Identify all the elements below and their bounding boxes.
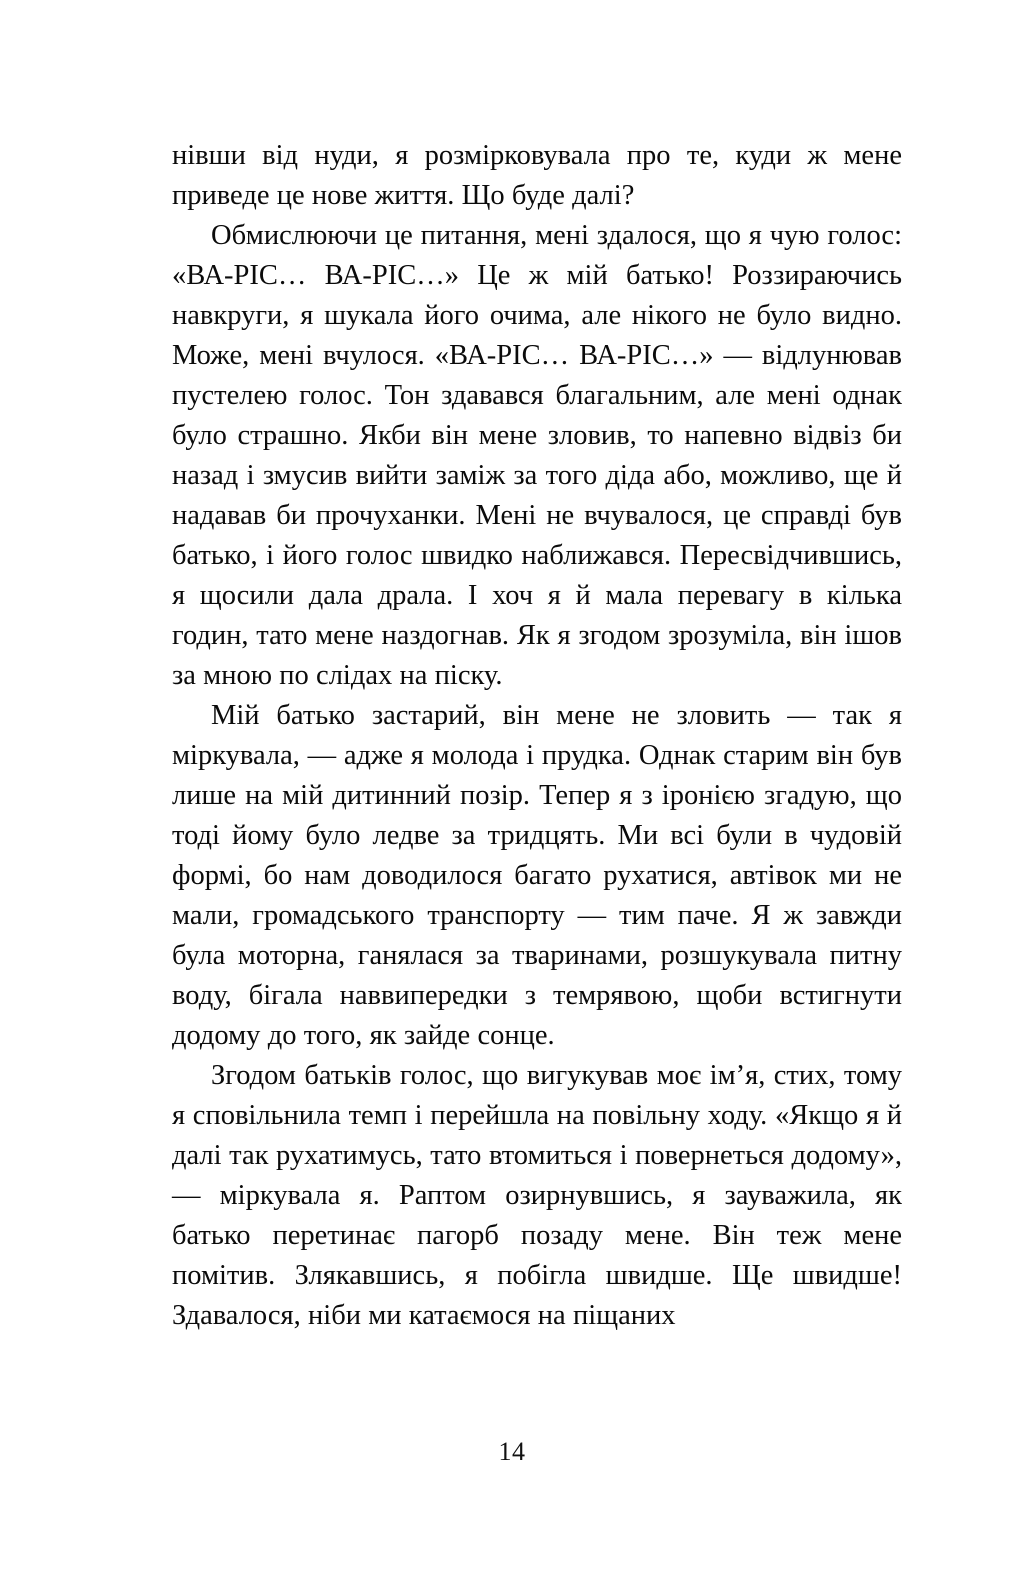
paragraph-2: Обмислюючи це питання, мені здалося, що я чую голос: «ВА-РІС… ВА-РІС…» Це ж мій батько! Роззираючись навкруги, я шукала його очима, але нікого не було видно. Може, мені вчулося. «ВА-РІС… ВА-РІС…» — відлунював пустелею голос. Тон здавався благальним, але мені однак було страшно. Якби він мене зловив, то напевно відвіз би назад і змусив вийти заміж за того діда або, можливо, ще й надавав би прочуханки. Мені не вчувалося, це справді був батько, і його голос швидко наближався. Пересвідчившись, я щосили дала драла. І хоч я й мала перевагу в кілька годин, тато мене наздогнав. Як я згодом зрозуміла, він ішов за мною по слідах на піску. (172, 220, 902, 691)
page-number: 14 (498, 1437, 526, 1466)
paragraph-3: Мій батько застарий, він мене не зловить — так я міркувала, — адже я молода і прудка. Однак старим він був лише на мій дитинний позір. Тепер я з іронією згадую, що тоді йому було ледве за тридцять. Ми всі були в чудовій формі, бо нам доводилося багато рухатися, автівок ми не мали, громадського транспорту — тим паче. Я ж завжди була моторна, ганялася за тваринами, розшукувала питну воду, бігала наввипередки з темрявою, щоби встигнути додому до того, як зайде сонце. (172, 700, 902, 1051)
page-text-block (172, 136, 902, 1336)
paragraph-1: нівши від нуди, я розмірковувала про те, куди ж мене приведе це нове життя. Що буде далі? (172, 140, 902, 211)
paragraph-4: Згодом батьків голос, що вигукував моє ім’я, стих, тому я сповільнила темп і перейшла на повільну ходу. «Якщо я й далі так рухатимусь, тато втомиться і повернеться додому», — міркувала я. Раптом озирнувшись, я зауважила, як батько перетинає пагорб позаду мене. Він теж мене помітив. Злякавшись, я побігла швидше. Ще швидше! Здавалося, ніби ми катаємося на піщаних (172, 1060, 902, 1331)
